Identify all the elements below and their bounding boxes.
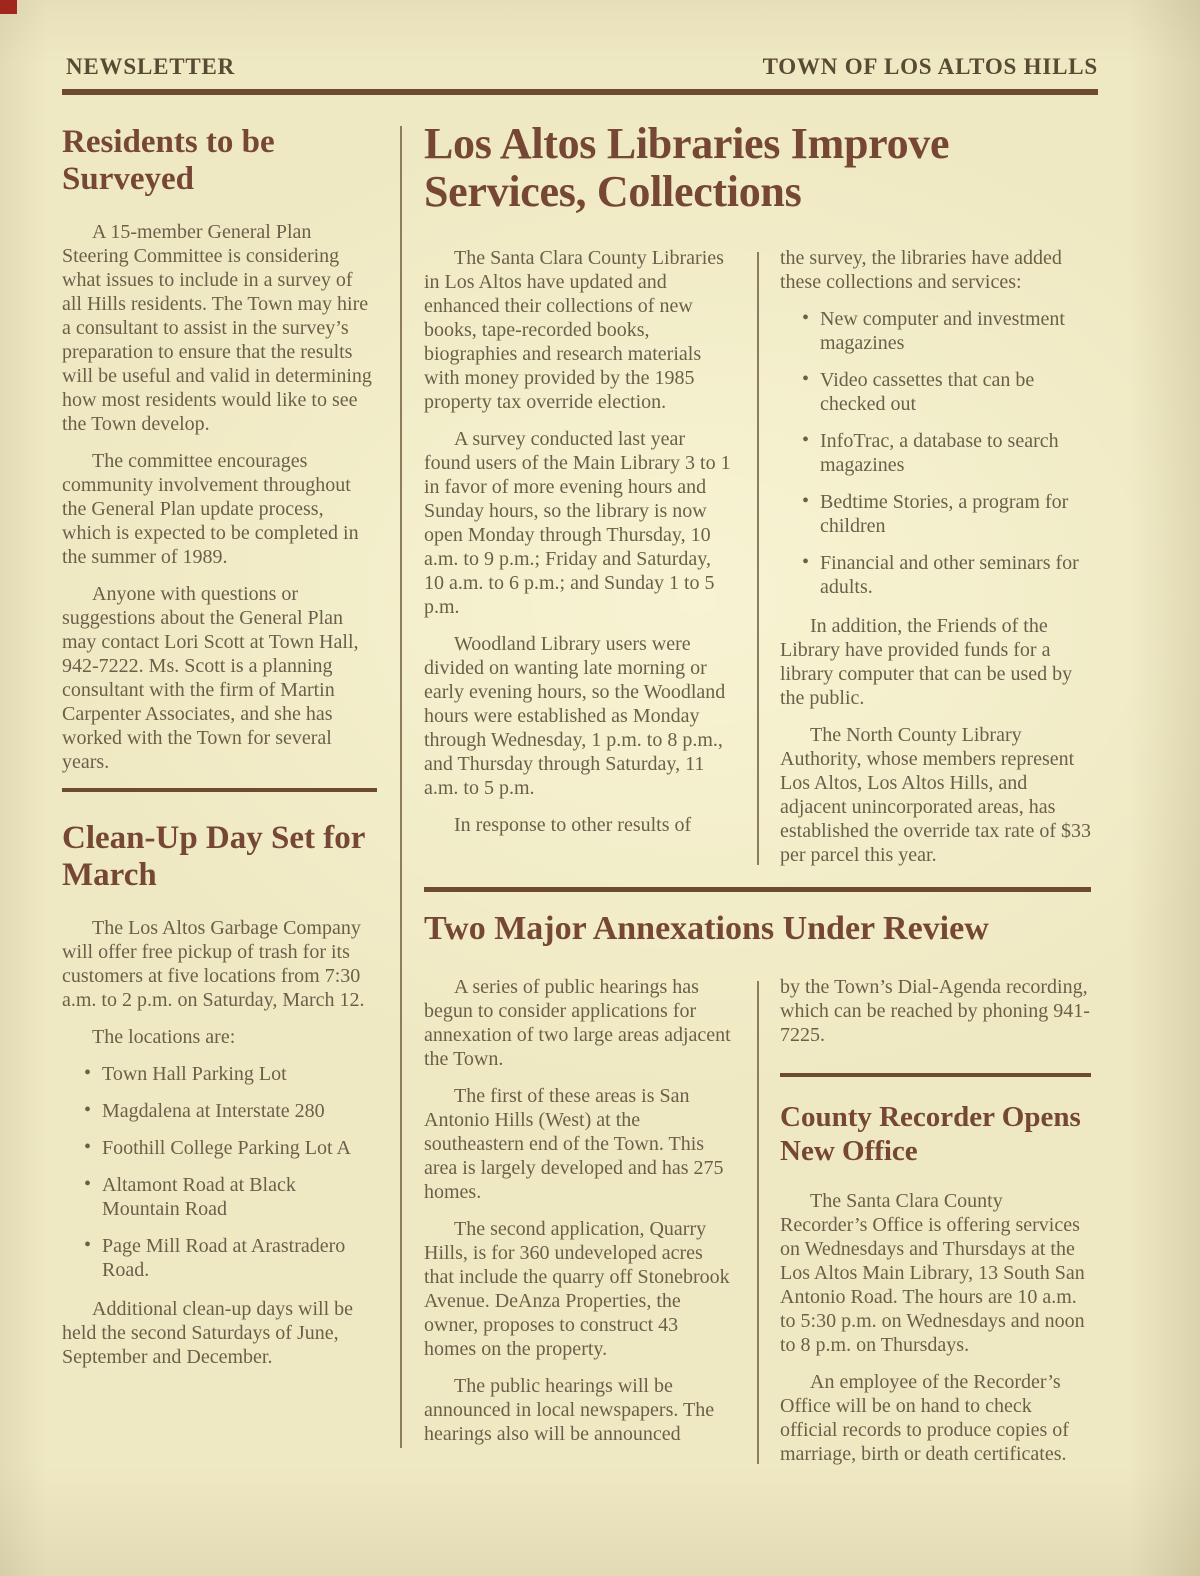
article-title: Los Altos Libraries Improve Services, Collections xyxy=(424,119,950,216)
paragraph: Woodland Library users were divided on wanting late morning or early evening hours, so the Woodland hours were established as Monday through Wednesday, 1 p.m. to 8 p.m., and Thursday through Saturday, 11 a.m. to 5 p.m. xyxy=(424,632,726,799)
masthead-right-title: TOWN OF LOS ALTOS HILLS xyxy=(762,54,1098,79)
paragraph: The second application, Quarry Hills, is for 360 undeveloped acres that include the quarry off Stonebrook Avenue. DeAnza Properties, the owner, proposes to construct 43 homes on the property. xyxy=(424,1218,730,1361)
list-item: • New computer and investment magazines xyxy=(820,307,1091,355)
list-item: • Financial and other seminars for adults. xyxy=(820,551,1091,599)
list-item: • Altamont Road at Black Mountain Road xyxy=(102,1173,377,1221)
list-item: • Foothill College Parking Lot A xyxy=(102,1136,377,1160)
list-item: • Video cassettes that can be checked out xyxy=(820,368,1091,416)
sub-article-rule xyxy=(780,1073,1091,1077)
paragraph: In response to other results of xyxy=(454,813,692,836)
paragraph: An employee of the Recorder’s Office will be on hand to check official records to produce copies of marriage, birth or death certificates. xyxy=(780,1370,1069,1465)
libraries-two-columns xyxy=(424,246,1091,867)
scan-corner-mark xyxy=(0,0,17,14)
list-item: • Magdalena at Interstate 280 xyxy=(102,1099,377,1123)
article-title: Clean-Up Day Set for March xyxy=(62,819,365,893)
masthead-rule xyxy=(62,89,1098,95)
article-title: County Recorder Opens New Office xyxy=(780,1101,1081,1167)
article-libraries xyxy=(424,120,1091,867)
services-list xyxy=(780,307,1091,599)
continuation-paragraph: by the Town’s Dial-Agenda recording, which can be reached by phoning 941-7225. xyxy=(780,976,1090,1047)
article-residents-surveyed xyxy=(62,124,377,774)
article-title: Residents to be Surveyed xyxy=(62,124,275,197)
paragraph: Anyone with questions or suggestions about the General Plan may contact Lori Scott at Town Hall, 942-7222. Ms. Scott is a planning consultant with the firm of Martin Carpenter Associates, and she has worked with the Town for several years. xyxy=(62,582,359,773)
list-item: • InfoTrac, a database to search magazines xyxy=(820,429,1091,477)
column-divider xyxy=(757,252,759,865)
section-rule xyxy=(62,788,377,792)
column-divider xyxy=(757,981,759,1463)
article-title: Two Major Annexations Under Review xyxy=(424,909,989,947)
masthead-left-title: NEWSLETTER xyxy=(66,54,236,79)
paragraph: The Los Altos Garbage Company will offer free pickup of trash for its customers at five locations from 7:30 a.m. to 2 p.m. on Saturday, March 12. xyxy=(62,916,365,1011)
article-cleanup-day xyxy=(62,820,377,1369)
section-rule xyxy=(424,887,1091,892)
masthead xyxy=(66,54,1098,80)
paragraph: Additional clean-up days will be held the second Saturdays of June, September and December. xyxy=(62,1297,354,1368)
main-column xyxy=(424,120,1091,1466)
locations-label: The locations are: xyxy=(92,1025,236,1048)
article-county-recorder xyxy=(780,1101,1091,1465)
annexations-column-1 xyxy=(424,975,735,1465)
paragraph: In addition, the Friends of the Library have provided funds for a library computer that can be used by the public. xyxy=(780,614,1073,709)
paragraph: The North County Library Authority, whose members represent Los Altos, Los Altos Hills, and adjacent unincorporated areas, has established the override tax rate of $33 per parcel this year. xyxy=(780,723,1091,866)
paragraph: The first of these areas is San Antonio Hills (West) at the southeastern end of the Town. This area is largely developed and has 275 homes. xyxy=(424,1085,724,1204)
paragraph: The Santa Clara County Recorder’s Office is offering services on Wednesdays and Thursdays at the Los Altos Main Library, 13 South San Antonio Road. The hours are 10 a.m. to 5:30 p.m. on Wednesdays and noon to 8 p.m. on Thursdays. xyxy=(780,1189,1085,1356)
article-annexations xyxy=(424,910,1091,1466)
paragraph: The Santa Clara County Libraries in Los Altos have updated and enhanced their collections of new books, tape-recorded books, biographies and research materials with money provided by the 1985 property tax override election. xyxy=(424,246,724,413)
continuation-paragraph: the survey, the libraries have added these collections and services: xyxy=(780,246,1062,293)
paragraph: A series of public hearings has begun to consider applications for annexation of two large areas adjacent the Town. xyxy=(424,976,731,1071)
column-divider-main xyxy=(400,126,402,1448)
list-item: • Page Mill Road at Arastradero Road. xyxy=(102,1234,377,1282)
paragraph: A survey conducted last year found users of the Main Library 3 to 1 in favor of more evening hours and Sunday hours, so the library is now open Monday through Thursday, 10 a.m. to 9 p.m.; Friday and Saturday, 10 a.m. to 6 p.m.; and Sunday 1 to 5 p.m. xyxy=(424,427,731,618)
paragraph: A 15-member General Plan Steering Committee is considering what issues to include in a survey of all Hills residents. The Town may hire a consultant to assist in the survey’s preparation to ensure that the results will be useful and valid in determining how most residents would like to see the Town develop. xyxy=(62,220,372,435)
paragraph: The committee encourages community involvement throughout the General Plan update process, which is expected to be completed in the summer of 1989. xyxy=(62,449,359,568)
list-item: • Town Hall Parking Lot xyxy=(102,1062,377,1086)
annexations-two-columns xyxy=(424,975,1091,1465)
left-column xyxy=(62,124,377,1369)
annexations-column-2 xyxy=(780,975,1091,1465)
paragraph: The public hearings will be announced in local newspapers. The hearings also will be announced xyxy=(424,1375,715,1446)
list-item: • Bedtime Stories, a program for children xyxy=(820,490,1091,538)
libraries-column-1 xyxy=(424,246,735,867)
libraries-column-2 xyxy=(780,246,1091,867)
locations-list xyxy=(62,1062,377,1282)
